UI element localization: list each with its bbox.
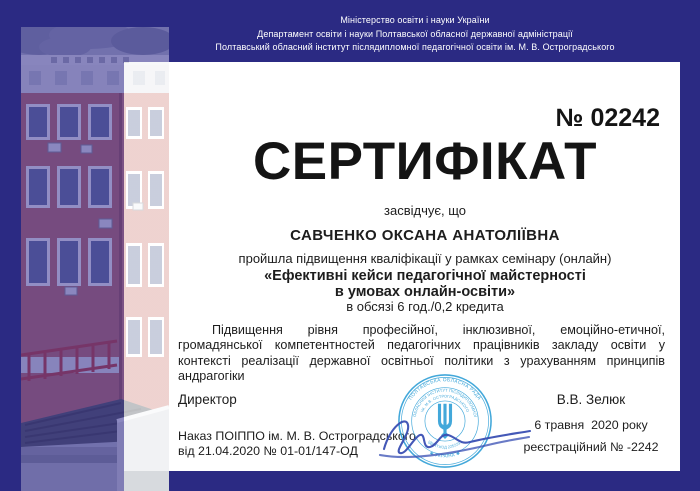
order-line2: від 21.04.2020 № 01-01/147-ОД: [178, 444, 358, 458]
course-volume: в обсязі 6 год./0,2 кредита: [346, 298, 504, 314]
seal-inner-mid-text: ІМ. М.В. ОСТРОГРАДСЬКОГО: [420, 394, 470, 413]
competency-description: Підвищення рівня професійної, інклюзивної, емоційно-етичної, громадянської компетентностей педагогічних працівників закладу освіти у контексті реалізації державної освітньої політики з урахуванням принципів андрагогіки: [178, 322, 665, 384]
director-name: В.В. Зелюк: [556, 392, 626, 407]
issue-date: 6 травня 2020 року: [534, 418, 648, 432]
photo-indigo-overlay-top: [124, 27, 169, 62]
certificate-panel: [124, 62, 680, 471]
photo-indigo-overlay: [21, 27, 124, 491]
department-line: Департамент освіти і науки Полтавської обласної державної адміністрації: [257, 28, 573, 39]
certificate-title: СЕРТИФІКАТ: [252, 132, 598, 191]
ministry-line: Міністерство освіти і науки України: [340, 15, 490, 25]
director-label: Директор: [178, 392, 237, 407]
seal-inner-bottom-text: ІДЕНТ.КОД 2252231: [427, 439, 463, 450]
seal-outer-top-text: ПОЛТАВСЬКА ОБЛАСНА РАДА: [408, 378, 482, 402]
institute-line: Полтавський обласний інститут післядипломної педагогічної освіти ім. М. В. Остроградського: [215, 42, 615, 52]
signature-column: [520, 392, 662, 454]
seal-outer-bottom-text: ✱ УКРАЇНА ✱: [429, 450, 461, 459]
seal-inner-top-text: ОБЛАСНИЙ ІНСТИТУТ ПІСЛЯДИПЛОМНОЇ: [411, 387, 479, 418]
order-line1: Наказ ПОІППО ім. М. В. Остроградського: [178, 429, 416, 443]
completion-text: пройшла підвищення кваліфікації у рамках семінару (онлайн): [238, 250, 612, 266]
course-title-line1: «Ефективні кейси педагогічної майстерності: [264, 267, 586, 284]
course-title-line2: в умовах онлайн-освіти»: [334, 283, 516, 300]
certifies-text: засвідчує, що: [384, 202, 466, 218]
recipient-name: САВЧЕНКО ОКСАНА АНАТОЛІЇВНА: [290, 226, 560, 244]
registration-number: реєстраційний № -2242: [523, 440, 659, 454]
director-signature: [376, 411, 538, 463]
institution-header: [140, 14, 690, 55]
certificate-number: № 02242: [555, 104, 660, 132]
